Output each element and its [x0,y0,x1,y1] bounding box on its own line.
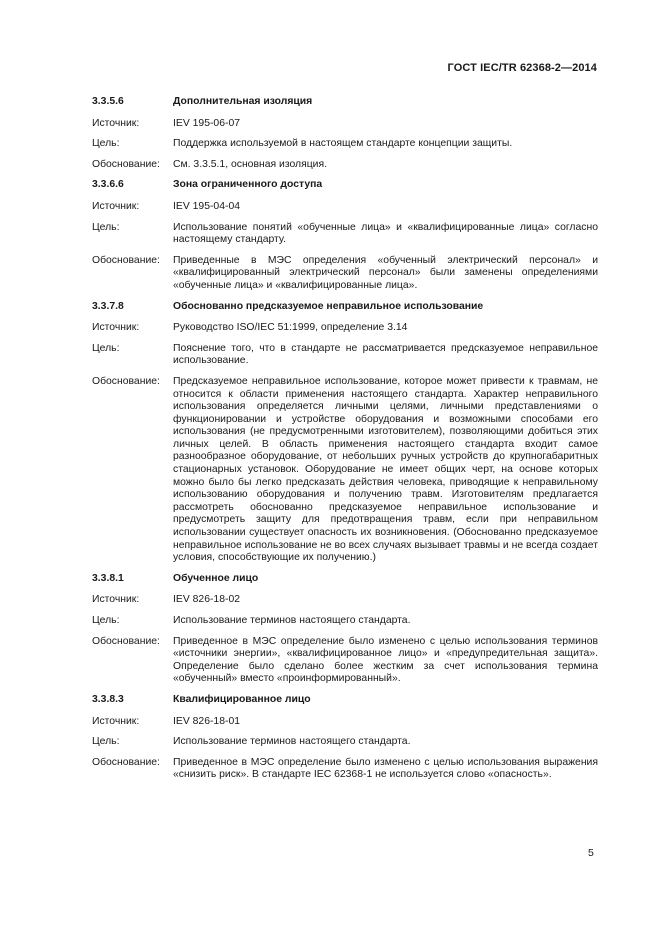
row-text: Приведенные в МЭС определения «обученный электрический персонал» и «квалифицированный электрический персонал» были заменены определениями «обученные лица» и «квалифицированные лица». [173,254,598,291]
rationale-row [92,159,598,172]
section-3-3-5-6 [92,96,598,171]
section-heading [92,179,598,192]
row-label: Источник: [92,322,140,334]
row-text: Использование терминов настоящего стандарта. [173,736,411,748]
section-number: 3.3.6.6 [92,179,124,191]
purpose-row [92,222,598,247]
source-row [92,118,598,131]
purpose-row [92,138,598,151]
page-number: 5 [588,847,594,859]
section-number: 3.3.7.8 [92,300,124,312]
row-text: Использование терминов настоящего стандарта. [173,615,411,626]
row-label: Цель: [92,342,120,354]
section-heading [92,301,598,314]
row-label: Обоснование: [92,254,160,266]
section-3-3-7-8 [92,301,598,565]
row-text: Руководство ISO/IEC 51:1999, определение 3.14 [173,322,408,334]
section-title: Квалифицированное лицо [173,693,311,705]
section-number: 3.3.8.1 [92,572,124,584]
row-text: См. 3.3.5.1, основная изоляция. [173,158,327,170]
row-text: Приведенное в МЭС определение было изменено с целью использования выражения «снизить риск». В стандарте IEC 62368-1 не используется слово «опасность». [173,756,598,781]
section-number: 3.3.5.6 [92,96,124,107]
row-label: Источник: [92,715,140,727]
row-text: IEV 195-06-07 [173,117,241,129]
document-header: ГОСТ IEC/TR 62368-2—2014 [447,62,597,74]
row-text: Использование понятий «обученные лица» и «квалифицированные лица» согласно настоящему стандарту. [173,221,598,246]
row-text: IEV 826-18-01 [173,715,241,727]
rationale-row [92,757,598,782]
section-3-3-8-1 [92,573,598,686]
row-text: IEV 826-18-02 [173,594,241,606]
row-label: Цель: [92,615,120,626]
row-text: Пояснение того, что в стандарте не рассматривается предсказуемое неправильное использование. [173,342,598,367]
row-label: Цель: [92,736,120,748]
rationale-row [92,255,598,293]
source-row [92,322,598,335]
row-label: Обоснование: [92,756,160,768]
document-body [92,96,598,790]
section-heading [92,694,598,707]
row-text: Приведенное в МЭС определение было изменено с целью использования терминов «источники энергии», «квалифицированное лицо» и «предупредительная защита». Определение было сделано более жестким за счет использования термина «обученный» вместо «проинформированный». [173,635,598,685]
section-heading [92,573,598,586]
rationale-row [92,636,598,686]
section-3-3-6-6 [92,179,598,292]
section-number: 3.3.8.3 [92,693,124,705]
section-title: Обоснованно предсказуемое неправильное использование [173,300,484,312]
purpose-row [92,736,598,749]
row-text: Предсказуемое неправильное использование, которое может привести к травмам, не относится к области применения настоящего стандарта. Характер неправильного использования определяется личными целями, личными представлениями о функционировании и устройстве оборудования и возможными способами его использования (не предусмотренными изготовителем), позволяющими добиться этих личных целей. В область применения настоящего стандарта входит самое разнообразное оборудование, от небольших ручных устройств до крупногабаритных стационарных установок. Оборудование не имеет общих черт, на основе которых можно было бы легко предсказать действия человека, приводящие к неправильному использованию оборудования и получению травм. Изготовителям предлагается рассмотреть обоснованно предсказуемое неправильное использование и предусмотреть защиту для предотвращения травм, если при неправильном использовании существует опасность их возникновения. (Обоснованно предсказуемое неправильное использование не во всех случаях вызывает травмы и не всегда создает условия, способствующие их получению.) [173,375,598,564]
section-title: Зона ограниченного доступа [173,179,323,191]
row-text: Поддержка используемой в настоящем стандарте концепции защиты. [173,138,513,150]
source-row [92,716,598,729]
row-label: Источник: [92,200,140,212]
row-label: Обоснование: [92,158,160,170]
section-title: Обученное лицо [173,572,259,584]
row-label: Обоснование: [92,635,160,647]
purpose-row [92,615,598,628]
purpose-row [92,343,598,368]
section-title: Дополнительная изоляция [173,96,313,107]
row-label: Цель: [92,221,120,233]
row-label: Обоснование: [92,375,160,387]
source-row [92,594,598,607]
row-text: IEV 195-04-04 [173,200,241,212]
source-row [92,201,598,214]
row-label: Источник: [92,594,140,606]
row-label: Источник: [92,117,140,129]
section-heading [92,96,598,109]
rationale-row [92,376,598,565]
row-label: Цель: [92,138,120,150]
section-3-3-8-3 [92,694,598,782]
